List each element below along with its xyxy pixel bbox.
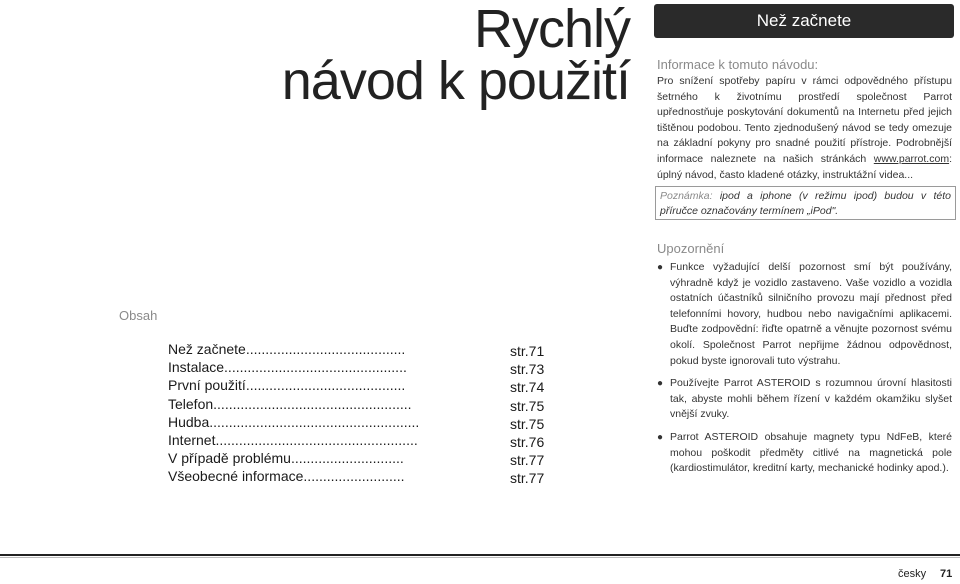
toc-entry[interactable]: Internet.................................................... str.76 [168,431,545,450]
toc-entry[interactable]: Všeobecné informace.......................... str.77 [168,468,545,487]
table-of-contents [168,340,548,486]
footer-language: česky [898,568,927,580]
toc-entry[interactable]: Instalace............................................... str.73 [168,359,545,378]
note-text: ipod a iphone (v režimu ipod) budou v této příručce označovány termínem „iPod". [660,190,951,217]
page-number: 71 [940,568,953,580]
intro-text: Pro snížení spotřeby papíru v rámci odpovědného přístupu šetrného k životnímu prostředí společnost Parrot upřednostňuje poskytování dokumentů na Internetu před jejich tištěnou podobou. Tento zjednodušený návod se tedy omezuje na základní pokyny pro snadné použití přístroje. Podrobnější informace naleznete na našich stránkách [657,75,952,165]
intro-text-after-link: : úplný návod, často kladené otázky, instruktážní videa... [657,152,952,181]
parrot-website-link[interactable]: www.parrot.com [873,152,950,165]
warning-item: ● Funkce vyžadující delší pozornost smí být používány, výhradně když je vozidlo zastaveno. Vaše vozidlo a vozidla ostatních účastníků silničního provozu mají přednost před telefonními hovory, hudbou nebo navigačními aplikacemi. Buďte zodpovědní: řiďte opatrně a věnujte pozornost svému okolí. Společnost Parrot nepřijme žádnou odpovědnost, pokud byste ignorovali tuto výstrahu. [657,261,952,367]
toc-entry[interactable]: První použití......................................... str.74 [168,377,545,396]
note-label: Poznámka: [660,190,713,202]
bullet-icon: ● [657,262,664,273]
toc-entry[interactable]: Než začnete......................................... str.71 [168,341,545,359]
bullet-icon: ● [657,431,664,443]
warning-list [657,260,952,484]
bullet-icon: ● [657,378,664,390]
toc-entry[interactable]: Hudba...................................................... str.75 [168,413,545,432]
toc-entry[interactable]: Telefon................................................... str.75 [168,395,545,414]
warning-item: ● Používejte Parrot ASTEROID s rozumnou úrovní hlasitosti tak, abyste mohli během řízení v každém okamžiku slyšet vnější zvuky. [657,377,952,421]
intro-heading: Informace k tomuto návodu: [657,57,819,72]
contents-heading: Obsah [119,308,158,323]
title-line-1: Rychlý [473,0,630,59]
intro-paragraph [657,74,952,183]
warning-heading: Upozornění [657,241,725,256]
title-line-2: návod k použití [281,51,630,111]
footer-divider-thin [0,557,960,558]
warning-item: ● Parrot ASTEROID obsahuje magnety typu NdFeB, které mohou poškodit předměty citlivé na magnetická pole (kardiostimulátor, kreditní karty, mechanické hodinky apod.). [657,430,952,475]
note-box [655,186,956,220]
toc-entry[interactable]: V případě problému............................. str.77 [168,450,545,469]
section-header-bar: Než začnete [654,4,954,38]
footer-divider [0,554,960,556]
